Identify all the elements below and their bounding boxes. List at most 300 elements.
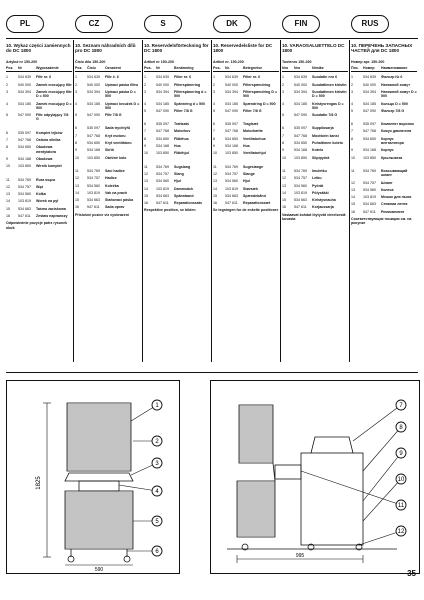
row-part-number: 534 663 — [87, 198, 100, 203]
callout-number: 2 — [155, 439, 159, 445]
row-description: Pölysäkki — [312, 190, 329, 195]
language-badge-fin: FIN — [282, 15, 320, 33]
row-description: Skříň — [105, 148, 114, 153]
table-row — [6, 90, 72, 99]
row-position: 4 — [213, 101, 215, 106]
table-row — [282, 83, 348, 87]
page-number: 35 — [407, 569, 416, 578]
table-row — [351, 75, 417, 79]
parts-column — [213, 41, 279, 371]
row-description: Puhaltimen kotelo — [312, 141, 343, 146]
row-position: 3 — [144, 90, 146, 94]
row-description: Upínací páska filtru — [105, 82, 139, 87]
row-position: 8 — [75, 141, 77, 146]
row-part-number: 547 611 — [363, 209, 376, 214]
row-part-number: 534 639 — [18, 75, 31, 80]
table-row — [144, 75, 210, 79]
row-part-number: 534 650 — [87, 141, 100, 146]
article-number: Tuotenro 150-200 — [282, 59, 312, 64]
table-row — [6, 145, 72, 154]
row-description: Крыльчатка — [381, 155, 403, 160]
table-row — [75, 184, 141, 188]
column-separator — [142, 40, 143, 362]
row-part-number: 534 185 — [294, 101, 307, 106]
column-separator — [73, 40, 74, 362]
row-description: Натяжной хомут — [381, 82, 411, 87]
row-description: Slang — [174, 171, 184, 176]
section-divider — [6, 372, 418, 373]
callout-number: 6 — [155, 549, 159, 555]
row-position: 3 — [351, 90, 353, 94]
row-position: 16 — [75, 205, 79, 210]
row-position: 7 — [282, 133, 284, 138]
row-position: 4 — [75, 101, 77, 106]
row-description: Støvsæk — [243, 186, 258, 191]
row-description: Filterspændring — [243, 82, 271, 87]
row-part-number: 534 168 — [294, 148, 307, 153]
table-row — [282, 126, 348, 130]
row-part-number: 540 000 — [156, 82, 169, 87]
row-part-number: 534 185 — [18, 101, 31, 106]
table-row — [351, 210, 417, 214]
row-description: Hadice — [105, 176, 117, 181]
row-position: 9 — [213, 144, 215, 149]
row-description: Фильтр № 6 — [381, 75, 403, 80]
row-position: 4 — [6, 101, 8, 106]
table-header-cell: Betegnelse — [243, 66, 263, 71]
row-part-number: 534 560 — [363, 187, 376, 192]
table-row — [144, 109, 210, 113]
callout-leader — [301, 471, 401, 505]
row-position: 9 — [144, 144, 146, 149]
row-position: 8 — [282, 141, 284, 146]
table-row — [213, 137, 279, 141]
row-description: Obudowa — [36, 156, 53, 161]
row-part-number: 534 639 — [156, 75, 169, 80]
row-part-number: 547 090 — [225, 108, 238, 113]
table-row — [144, 165, 210, 169]
row-part-number: 534 650 — [363, 136, 376, 141]
table-row — [75, 83, 141, 87]
row-description: Kryt motoru — [105, 133, 126, 138]
table-row — [75, 75, 141, 79]
row-description: Zestaw naprawczy — [36, 214, 68, 219]
dimension-width-label: 590 — [94, 567, 104, 573]
table-row — [6, 164, 72, 168]
row-description: Fläkthjul — [174, 151, 189, 156]
table-row — [282, 102, 348, 111]
table-row — [282, 113, 348, 117]
row-part-number: 547 090 — [18, 113, 31, 118]
language-badge-cz: CZ — [75, 15, 113, 33]
figure-right-frame — [210, 380, 420, 574]
table-row — [213, 187, 279, 191]
callout-number: 12 — [397, 529, 405, 535]
row-description: Натяжной хомут D = 500 — [381, 90, 417, 99]
parts-column — [282, 41, 348, 371]
row-part-number: 534 185 — [225, 101, 238, 106]
row-description: Motorhuv — [174, 129, 191, 134]
parts-column — [75, 41, 141, 371]
row-description: Fläkthus — [174, 136, 189, 141]
table-row — [75, 113, 141, 117]
callout-number: 9 — [399, 451, 403, 457]
row-position: 2 — [213, 82, 215, 87]
table-row — [351, 195, 417, 199]
row-position: 5 — [75, 113, 77, 118]
row-description: Suodatin 7/8 G — [312, 113, 338, 118]
row-description: Trattsats — [174, 122, 189, 127]
table-row — [75, 90, 141, 99]
table-row — [75, 156, 141, 160]
row-position: 1 — [351, 75, 353, 80]
row-part-number: 103 819 — [294, 190, 307, 195]
row-description: Tragtsæt — [243, 122, 259, 127]
figure-left-frame — [6, 380, 180, 574]
language-badge-dk: DK — [213, 15, 251, 33]
callout-leader — [119, 485, 157, 491]
fan-housing — [79, 481, 119, 491]
table-row — [144, 194, 210, 198]
row-position: 11 — [75, 168, 79, 173]
row-description: Stahovací páska — [105, 198, 134, 203]
article-number: Artikel nr 150-200 — [144, 59, 174, 64]
row-position: 14 — [144, 186, 148, 191]
parts-column — [144, 41, 210, 371]
row-description: Комплект воронок — [381, 122, 414, 127]
table-header-cell: Poz. — [75, 66, 83, 71]
row-position: 4 — [351, 101, 353, 106]
table-row — [351, 202, 417, 206]
row-description: Oběžné kolo — [105, 155, 127, 160]
row-description: Letku — [312, 176, 322, 181]
row-description: Zamek mocujący filtr — [36, 82, 72, 87]
row-part-number: 534 560 — [156, 179, 169, 184]
table-row — [351, 90, 417, 99]
row-description: Reparationssæt — [243, 201, 271, 206]
motor-housing-body — [301, 453, 363, 545]
table-row — [213, 194, 279, 198]
table-row — [75, 148, 141, 152]
parts-column — [351, 41, 417, 371]
row-description: Komplet lejków — [36, 130, 63, 135]
table-row — [213, 83, 279, 87]
row-part-number: 103 819 — [363, 195, 376, 200]
row-part-number: 535 097 — [18, 130, 31, 135]
row-position: 14 — [282, 190, 286, 195]
row-description: Kółka — [36, 192, 46, 197]
row-part-number: 534 757 — [294, 176, 307, 181]
table-header — [144, 66, 210, 72]
row-description: Sugeslange — [243, 164, 264, 169]
row-part-number: 535 097 — [156, 122, 169, 127]
row-position: 9 — [351, 148, 353, 153]
table-row — [351, 181, 417, 185]
row-description: Filterspännring d = 500 — [174, 90, 207, 99]
row-description: Suodatin nro 6 — [312, 75, 338, 80]
table-row — [282, 134, 348, 138]
row-position: 12 — [282, 176, 286, 181]
row-position: 2 — [282, 82, 284, 87]
callout-number: 3 — [155, 461, 159, 467]
row-part-number: 547 611 — [294, 205, 307, 210]
table-row — [6, 199, 72, 203]
row-description: Kolečka — [105, 183, 119, 188]
row-position: 13 — [213, 179, 217, 184]
column-title: 10. VARAOSALUETTELO DC 1800 — [282, 43, 345, 54]
row-position: 5 — [282, 113, 284, 118]
row-position: 11 — [144, 164, 148, 169]
row-part-number: 534 168 — [18, 156, 31, 161]
row-description: Kiristysrengas D = 500 — [312, 101, 344, 110]
row-position: 11 — [6, 177, 10, 182]
row-description: Kiristysnauha — [312, 198, 336, 203]
callout-leader — [363, 427, 401, 471]
row-part-number: 103 819 — [156, 186, 169, 191]
row-part-number: 540 000 — [363, 82, 376, 87]
row-part-number: 103 850 — [18, 164, 31, 169]
row-position: 15 — [6, 206, 10, 211]
row-description: Spännring d = 500 — [174, 101, 206, 106]
article-number: Номер арт. 150-200 — [351, 59, 385, 64]
row-position: 16 — [282, 205, 286, 210]
table-row — [144, 122, 210, 126]
row-part-number: 547 768 — [225, 129, 238, 134]
article-number: Artikel nr. 150-200 — [213, 59, 244, 64]
row-part-number: 534 168 — [156, 144, 169, 149]
table-row — [6, 75, 72, 79]
table-row — [6, 83, 72, 87]
row-description: Motorhætte — [243, 129, 263, 134]
row-position: 8 — [351, 136, 353, 141]
language-badge-s: S — [144, 15, 182, 33]
row-position: 15 — [213, 193, 217, 198]
row-part-number: 534 394 — [156, 90, 169, 94]
row-part-number: 535 097 — [363, 122, 376, 127]
row-description: Filter nr. 6 — [174, 75, 192, 80]
row-part-number: 534 639 — [225, 75, 238, 80]
callout-number: 10 — [397, 477, 405, 483]
row-position: 12 — [213, 171, 217, 176]
row-description: Filter nr. 6 — [243, 75, 261, 80]
row-position: 13 — [351, 187, 355, 192]
row-position: 8 — [213, 136, 215, 141]
table-row — [75, 141, 141, 145]
row-position: 15 — [75, 198, 79, 203]
table-row — [6, 102, 72, 111]
table-row — [144, 172, 210, 176]
row-part-number: 540 000 — [87, 82, 100, 87]
row-position: 12 — [351, 180, 355, 185]
row-description: Upínací páska D = 500 — [105, 90, 136, 99]
row-part-number: 103 850 — [87, 155, 100, 160]
row-position: 1 — [282, 75, 284, 80]
row-description: Sada oprav — [105, 205, 125, 210]
table-row — [144, 83, 210, 87]
table-header-cell: Benämning — [174, 66, 194, 71]
row-part-number: 534 663 — [225, 193, 238, 198]
table-row — [144, 187, 210, 191]
row-part-number: 534 769 — [87, 168, 100, 173]
table-header-cell: Номер — [363, 66, 375, 71]
row-description: Всасывающий шланг — [381, 168, 408, 178]
row-position: 6 — [144, 122, 146, 127]
table-row — [351, 102, 417, 106]
table-row — [282, 205, 348, 209]
row-part-number: 534 757 — [156, 171, 169, 176]
row-part-number: 534 639 — [294, 75, 307, 80]
row-position: 5 — [6, 113, 8, 118]
table-row — [351, 122, 417, 126]
callout-number: 1 — [155, 403, 159, 409]
row-description: Ремкомплект — [381, 209, 405, 214]
row-position: 10 — [75, 155, 79, 160]
callout-number: 4 — [155, 489, 159, 495]
row-description: Korjaussarja — [312, 205, 334, 210]
row-description: Hjul — [174, 179, 181, 184]
header-rule — [6, 38, 418, 39]
row-part-number: 534 663 — [294, 198, 307, 203]
row-position: 11 — [351, 168, 355, 173]
table-row — [213, 75, 279, 79]
row-part-number: 547 611 — [225, 201, 238, 206]
row-part-number: 534 769 — [225, 164, 238, 169]
row-part-number: 547 090 — [294, 113, 307, 118]
row-position: 11 — [213, 164, 217, 169]
row-part-number: 534 769 — [156, 164, 169, 169]
table-row — [282, 169, 348, 173]
row-position: 10 — [282, 155, 286, 160]
row-description: Kryt ventilátoru — [105, 141, 132, 146]
table-row — [6, 207, 72, 211]
table-row — [282, 141, 348, 145]
column-footnote: Соответствующие позиции см. на рисунке — [351, 217, 412, 226]
table-header-cell: Pos. — [213, 66, 221, 71]
row-description: Filterspännring — [174, 82, 201, 87]
column-title: 10. ПЕРЕЧЕНЬ ЗАПАСНЫХ ЧАСТЕЙ для DC 1800 — [351, 43, 413, 54]
filter-clamp-ring — [65, 473, 133, 481]
row-position: 13 — [282, 183, 286, 188]
row-part-number: 547 611 — [156, 201, 169, 206]
row-description: Zamek mocujący filtr D = 500 — [36, 90, 72, 99]
row-description: Reparationssats — [174, 201, 202, 206]
upper-filter-bag — [239, 405, 273, 463]
row-description: Wąż — [36, 184, 44, 189]
table-row — [6, 131, 72, 135]
table-header-cell: Наименование — [381, 66, 408, 71]
row-part-number: 103 850 — [294, 155, 307, 160]
row-part-number: 534 650 — [156, 136, 169, 141]
row-description: Hjul — [243, 179, 250, 184]
table-row — [213, 201, 279, 205]
row-position: 7 — [144, 129, 146, 134]
language-badge-rus: RUS — [351, 15, 389, 33]
row-description: Filtr č. 6 — [105, 75, 119, 80]
dimension-width-label: 995 — [295, 553, 305, 559]
article-number: Číslo dílu 150-200 — [75, 59, 106, 64]
row-position: 9 — [282, 148, 284, 153]
row-position: 2 — [6, 82, 8, 87]
row-position: 3 — [282, 90, 284, 94]
row-description: Worek na pył — [36, 199, 59, 204]
row-position: 2 — [351, 82, 353, 87]
table-row — [213, 122, 279, 126]
row-description: Ventilatorhus — [243, 136, 266, 141]
row-position: 9 — [6, 156, 8, 161]
row-part-number: 535 097 — [87, 126, 100, 131]
row-part-number: 534 394 — [225, 90, 238, 94]
table-header-cell: Označení — [105, 66, 121, 71]
table-row — [351, 109, 417, 113]
row-description: Taśma zaciskowa — [36, 206, 66, 211]
row-position: 16 — [351, 209, 355, 214]
row-description: Hus — [243, 144, 250, 149]
row-description: Siipipyörä — [312, 155, 330, 160]
row-position: 6 — [351, 122, 353, 127]
table-header-cell: Pos. — [144, 66, 152, 71]
lower-dust-bag — [65, 491, 133, 549]
row-part-number: 534 757 — [18, 184, 31, 189]
table-header-cell: Nr — [156, 66, 160, 71]
row-position: 6 — [213, 122, 215, 127]
row-position: 15 — [351, 202, 355, 207]
row-position: 9 — [75, 148, 77, 153]
table-row — [144, 129, 210, 133]
table-row — [282, 75, 348, 79]
table-row — [351, 137, 417, 146]
row-part-number: 534 769 — [294, 168, 307, 173]
row-position: 7 — [351, 129, 353, 134]
row-part-number: 534 560 — [294, 183, 307, 188]
table-row — [75, 169, 141, 173]
callout-leader — [363, 479, 401, 521]
table-row — [75, 176, 141, 180]
row-description: Filter 7/8 G — [174, 108, 193, 113]
row-part-number: 534 560 — [18, 192, 31, 197]
row-position: 12 — [6, 184, 10, 189]
row-position: 12 — [144, 171, 148, 176]
row-part-number: 534 394 — [363, 90, 376, 94]
row-part-number: 535 097 — [225, 122, 238, 127]
row-position: 1 — [144, 75, 146, 80]
table-row — [75, 126, 141, 130]
row-part-number: 547 611 — [18, 214, 31, 219]
row-position: 5 — [144, 108, 146, 113]
table-row — [75, 134, 141, 138]
row-part-number: 540 000 — [294, 82, 307, 87]
row-part-number: 534 185 — [363, 101, 376, 106]
table-row — [75, 191, 141, 195]
row-position: 14 — [6, 199, 10, 204]
row-position: 7 — [6, 138, 8, 143]
row-description: Rura ssąca — [36, 177, 56, 182]
callout-number: 7 — [399, 403, 403, 409]
row-part-number: 534 185 — [87, 101, 100, 106]
row-description: Sací hadice — [105, 168, 125, 173]
row-description: Sada trychtýřů — [105, 126, 131, 131]
table-row — [6, 157, 72, 161]
table-row — [351, 83, 417, 87]
row-part-number: 534 168 — [225, 144, 238, 149]
table-row — [144, 90, 210, 99]
row-description: Колеса — [381, 187, 394, 192]
row-description: Filtr 7/8 G — [105, 113, 122, 118]
language-badges — [6, 15, 418, 33]
table-row — [282, 176, 348, 180]
row-description: Корпус — [381, 148, 394, 153]
table-header-cell: Poz. — [6, 66, 14, 71]
table-row — [351, 156, 417, 160]
